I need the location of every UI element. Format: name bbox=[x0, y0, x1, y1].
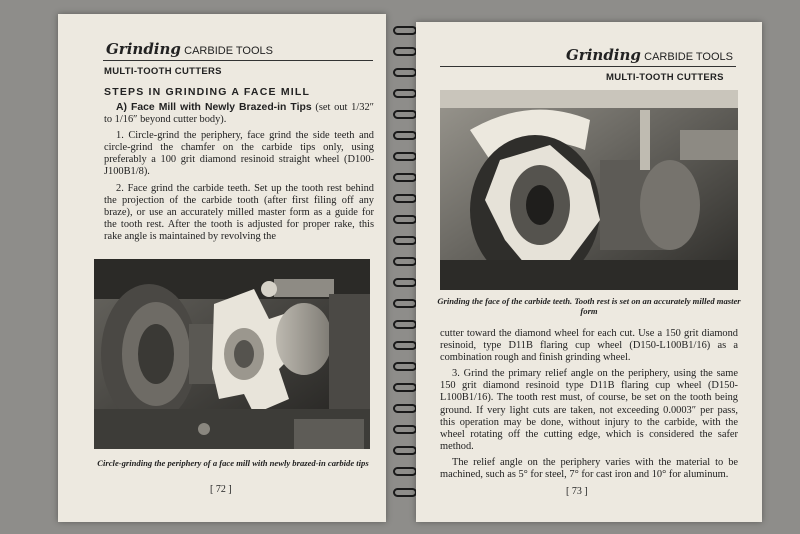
subheading-note: (set out 1/32″ to 1/16″ beyond cutter body). bbox=[104, 102, 374, 126]
paragraph-1: 1. Circle-grind the periphery, face grind the side teeth and circle-grind the chamfer on the carbide tips only, using preferably a 100 grit diamond resinoid straight wheel (D100-J100B1/8). bbox=[104, 130, 374, 178]
coil bbox=[393, 26, 417, 35]
coil bbox=[393, 173, 417, 182]
section-title: MULTI-TOOTH CUTTERS bbox=[104, 66, 222, 77]
coil bbox=[393, 131, 417, 140]
right-page bbox=[416, 22, 762, 522]
coil bbox=[393, 194, 417, 203]
coil bbox=[393, 299, 417, 308]
body-text-right bbox=[440, 328, 738, 481]
running-head bbox=[566, 46, 733, 64]
section-title: MULTI-TOOTH CUTTERS bbox=[606, 72, 724, 83]
coil bbox=[393, 236, 417, 245]
coil bbox=[393, 383, 417, 392]
coil bbox=[393, 89, 417, 98]
photo-caption-left: Circle-grinding the periphery of a face mill with newly brazed-in carbide tips bbox=[97, 458, 369, 468]
running-head-script: Grinding bbox=[566, 46, 641, 64]
subheading: A) Face Mill with Newly Brazed-in Tips bbox=[116, 102, 312, 113]
paragraph-2: 2. Face grind the carbide teeth. Set up the tooth rest behind the projection of the carbide tooth (after first filing off any braze), or use an accurately milled master form as a guide for the tooth rest. After the tooth is adjusted for proper rake, this rake angle is maintained by revolving the bbox=[104, 182, 374, 242]
left-page bbox=[58, 14, 386, 522]
coil bbox=[393, 215, 417, 224]
running-head bbox=[106, 40, 273, 58]
coil bbox=[393, 467, 417, 476]
body-text-left bbox=[104, 102, 374, 243]
grinding-photo bbox=[440, 90, 738, 290]
coil bbox=[393, 446, 417, 455]
face-mill-photo bbox=[94, 259, 370, 449]
coil bbox=[393, 341, 417, 350]
coil bbox=[393, 47, 417, 56]
paragraph-2: 3. Grind the primary relief angle on the periphery, using the same 150 grit diamond resinoid type D11B flaring cup wheel (D150-L100B1/16). The tooth rest must, of course, be set on the tooth being ground. If very light cuts are taken, not exceeding 0.0003″ per pass, this operation may be done, without injury to the carbide, with the wheel rotating off the cutting edge, which is considered the safer method. bbox=[440, 368, 738, 452]
coil bbox=[393, 68, 417, 77]
paragraph-3: The relief angle on the periphery varies with the material to be machined, such as 5° for steel, 7° for cast iron and 10° for aluminum. bbox=[440, 456, 738, 481]
heading: STEPS IN GRINDING A FACE MILL bbox=[104, 86, 311, 98]
coil bbox=[393, 278, 417, 287]
page-number-right: [ 73 ] bbox=[566, 486, 588, 497]
running-head-script: Grinding bbox=[106, 40, 181, 58]
grinding-illustration bbox=[440, 90, 738, 290]
coil bbox=[393, 404, 417, 413]
face-mill-illustration bbox=[94, 259, 370, 449]
page-number-left: [ 72 ] bbox=[210, 484, 232, 495]
coil bbox=[393, 110, 417, 119]
coil bbox=[393, 257, 417, 266]
photo-caption-right: Grinding the face of the carbide teeth. Tooth rest is set on an accurately milled master form bbox=[437, 296, 741, 316]
running-head-text: CARBIDE TOOLS bbox=[644, 51, 733, 63]
coil bbox=[393, 152, 417, 161]
head-rule bbox=[440, 66, 736, 67]
coil bbox=[393, 488, 417, 497]
coil bbox=[393, 320, 417, 329]
coil bbox=[393, 362, 417, 371]
coil bbox=[393, 425, 417, 434]
head-rule bbox=[103, 60, 373, 61]
paragraph-1: cutter toward the diamond wheel for each cut. Use a 150 grit diamond resinoid, type D11B flaring cup wheel (D150-L100B1/16) as a combination rough and finish grinding wheel. bbox=[440, 328, 738, 364]
running-head-text: CARBIDE TOOLS bbox=[184, 45, 273, 57]
